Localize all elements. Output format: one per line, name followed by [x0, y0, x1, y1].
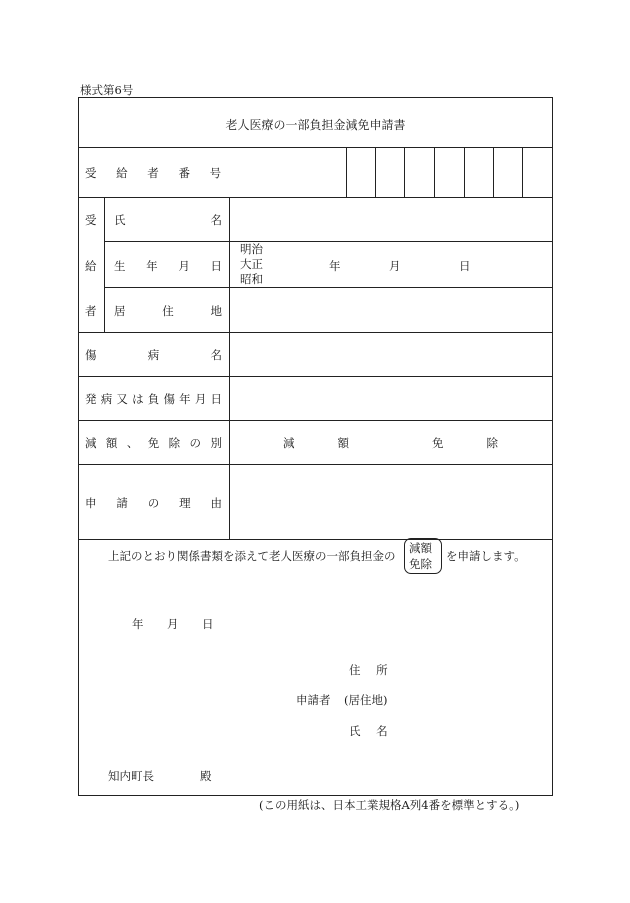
recipient-group-char: 者	[85, 304, 97, 318]
onset-field[interactable]	[230, 377, 552, 419]
application-month: 月	[167, 617, 179, 631]
applicant-address-label: 住 所	[349, 663, 394, 677]
era-taisho: 大正	[240, 257, 263, 271]
footnote: (この用紙は、日本工業規格A列4番を標準とする。)	[259, 798, 520, 812]
era-showa: 昭和	[240, 272, 263, 286]
form-title: 老人医療の一部負担金減免申請書	[225, 118, 406, 132]
statement-option-reduction[interactable]: 減額	[409, 541, 432, 555]
applicant-name-label: 氏 名	[349, 724, 394, 738]
form-number: 様式第6号	[80, 83, 134, 97]
recipient-group-char: 受	[85, 213, 97, 227]
application-year: 年	[132, 617, 144, 631]
statement-text: 上記のとおり関係書類を添えて老人医療の一部負担金の	[108, 549, 396, 563]
birth-year-unit: 年	[329, 259, 341, 273]
reason-field[interactable]	[230, 465, 552, 538]
addressee-honorific: 殿	[200, 769, 212, 783]
address-label: 居 住 地	[114, 304, 222, 318]
option-exemption[interactable]: 免 除	[432, 436, 498, 450]
reason-label: 申 請 の 理 由	[85, 496, 222, 510]
recipient-group-char: 給	[85, 259, 97, 273]
recipient-number-label: 受 給 者 番 号	[85, 166, 230, 180]
name-field[interactable]	[230, 198, 552, 240]
recipient-number-boxes[interactable]	[347, 148, 552, 196]
birth-day-unit: 日	[459, 259, 471, 273]
era-meiji: 明治	[240, 242, 263, 256]
disease-field[interactable]	[230, 333, 552, 375]
addressee-office: 知内町長	[108, 769, 154, 783]
applicant-residence-label: (居住地)	[344, 693, 388, 707]
applicant-label: 申請者	[296, 693, 331, 707]
address-field[interactable]	[230, 288, 552, 331]
application-day: 日	[202, 617, 214, 631]
birth-month-unit: 月	[389, 259, 401, 273]
era-options[interactable]	[240, 242, 263, 287]
statement-suffix: を申請します。	[446, 549, 526, 563]
option-reduction[interactable]: 減 額	[283, 436, 349, 450]
birth-label: 生 年 月 日	[114, 259, 222, 273]
disease-label: 傷 病 名	[85, 348, 222, 362]
onset-label: 発 病 又 は 負 傷 年 月 日	[85, 392, 222, 406]
type-label: 減 額 、 免 除 の 別	[85, 436, 222, 450]
name-label: 氏 名	[114, 213, 222, 227]
statement-option-exemption[interactable]: 免除	[409, 557, 432, 571]
